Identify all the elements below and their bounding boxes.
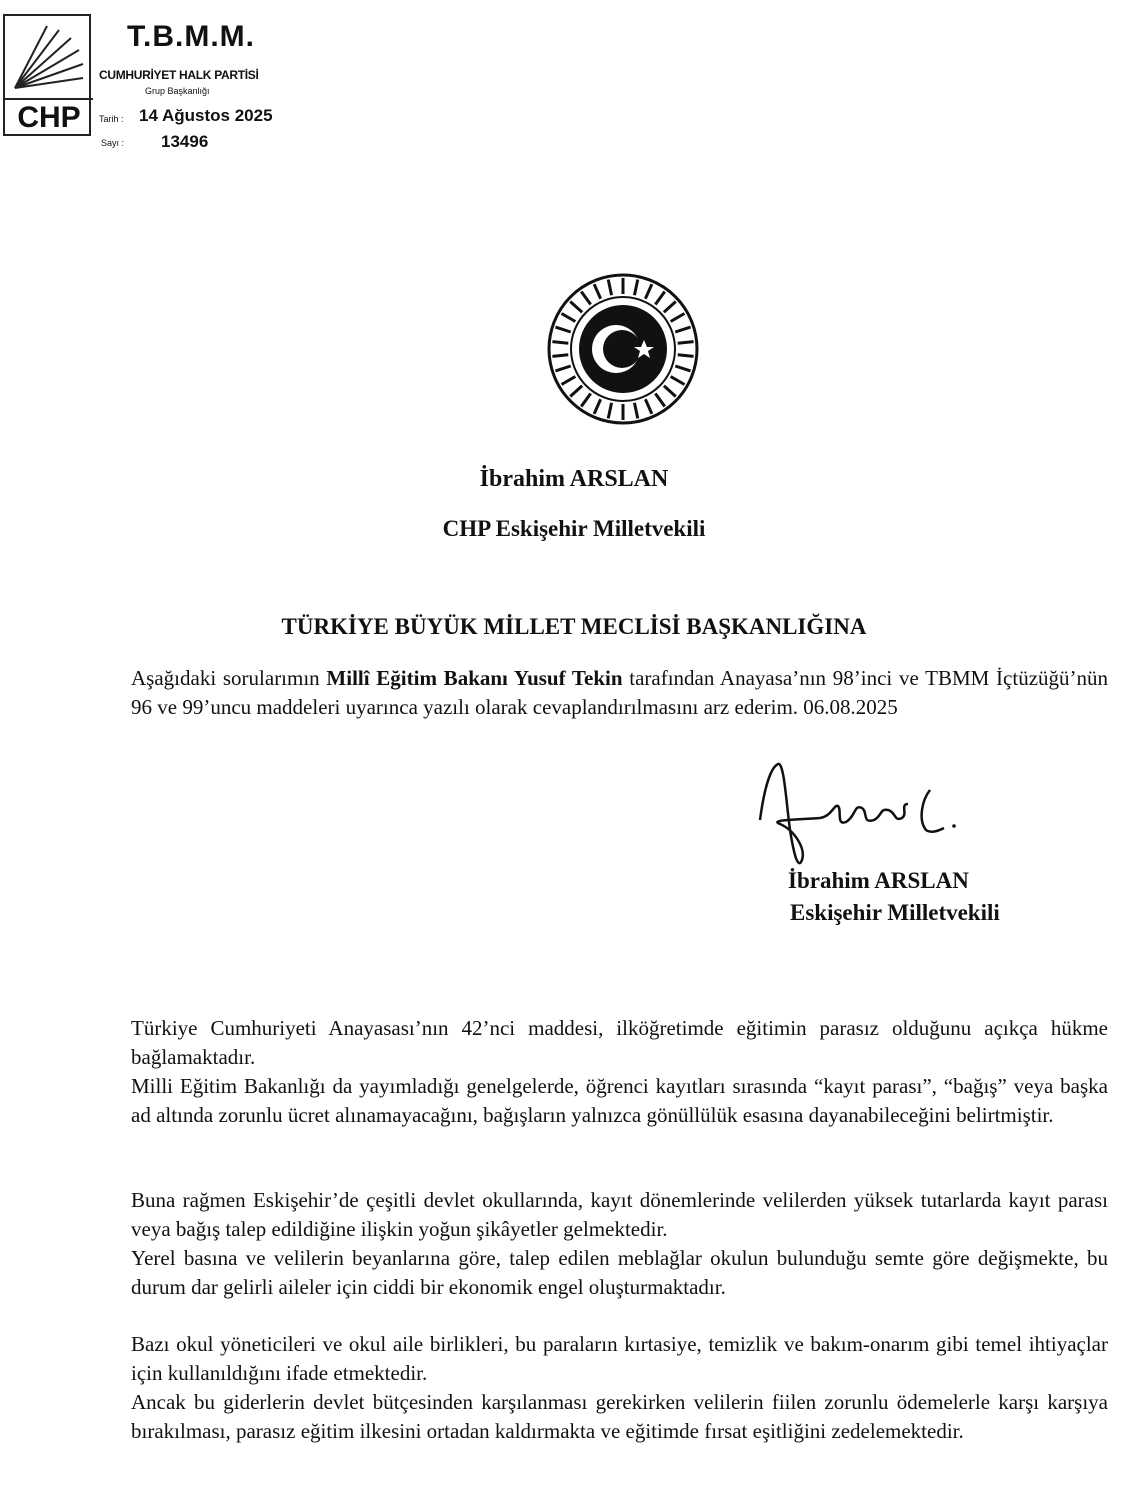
signer-name: İbrahim ARSLAN <box>788 868 969 893</box>
document-heading: TÜRKİYE BÜYÜK MİLLET MECLİSİ BAŞKANLIĞINA <box>281 614 867 639</box>
body-paragraph: Türkiye Cumhuriyeti Anayasası’nın 42’nci maddesi, ilköğretimde eğitimin parasız olduğunu açıkça hükme bağlamaktadır. <box>131 1016 1108 1069</box>
stamp-party: CUMHURİYET HALK PARTİSİ <box>99 68 259 82</box>
intro-before: Aşağıdaki sorularımın <box>131 666 327 690</box>
body-paragraph: Ancak bu giderlerin devlet bütçesinden karşılanması gerekirken velilerin fiilen zorunlu ödemelerle karşı karşıya bırakılması, parasız eğitim ilkesini ortadan kaldırmakta ve eğitimde fırsat eşitliğini zedelemektedir. <box>131 1390 1108 1443</box>
stamp-institution: T.B.M.M. <box>127 20 255 53</box>
stamp-date-label: Tarih : <box>99 114 124 124</box>
chp-six-arrows-icon <box>7 18 87 98</box>
body-paragraph: Milli Eğitim Bakanlığı da yayımladığı genelgelerde, öğrenci kayıtları sırasında “kayıt parası”, “bağış” veya başka ad altında zorunlu ücret alınamayacağını, bağışların yalnızca gönüllülük esasına dayanabileceğini belirtmiştir. <box>131 1074 1108 1127</box>
stamp-date: 14 Ağustos 2025 <box>139 106 273 125</box>
body-section-2 <box>131 1186 1108 1302</box>
intro-after: tarafından Anayasa’nın 98’inci ve TBMM İçtüzüğü’nün 96 ve 99’uncu maddeleri uyarınca yazılı olarak cevaplandırılmasını arz ederim. 06.08.2025 <box>131 666 1109 719</box>
author-name: İbrahim ARSLAN <box>479 466 669 492</box>
body-paragraph: Yerel basına ve velilerin beyanlarına göre, talep edilen meblağlar okulun bulunduğu semte göre değişmekte, bu durum dar gelirli aileler için ciddi bir ekonomik engel oluşturmaktadır. <box>131 1246 1108 1299</box>
intro-minister: Millî Eğitim Bakanı Yusuf Tekin <box>326 666 623 690</box>
body-paragraph: Bazı okul yöneticileri ve okul aile birlikleri, bu paraların kırtasiye, temizlik ve bakım-onarım gibi temel ihtiyaçlar için kullanıldığını ifade etmektedir. <box>131 1332 1108 1385</box>
tbmm-emblem-icon <box>546 272 700 426</box>
stamp-number: 13496 <box>161 132 209 151</box>
body-paragraph: Buna rağmen Eskişehir’de çeşitli devlet okullarında, kayıt dönemlerinde velilerden yüksek tutarlarda kayıt parası veya bağış talep edildiğine ilişkin yoğun şikâyetler gelmektedir. <box>131 1188 1108 1241</box>
registry-stamp <box>3 14 293 151</box>
author-title: CHP Eskişehir Milletvekili <box>442 516 706 541</box>
chp-logo-text: CHP <box>5 98 93 136</box>
signer-title: Eskişehir Milletvekili <box>790 900 1000 925</box>
body-section-1 <box>131 1014 1108 1130</box>
stamp-number-label: Sayı : <box>101 138 125 148</box>
body-section-3 <box>131 1330 1108 1446</box>
stamp-unit: Grup Başkanlığı <box>145 86 210 96</box>
intro-paragraph <box>131 664 1108 722</box>
handwritten-signature <box>750 760 980 880</box>
chp-logo <box>3 14 91 136</box>
